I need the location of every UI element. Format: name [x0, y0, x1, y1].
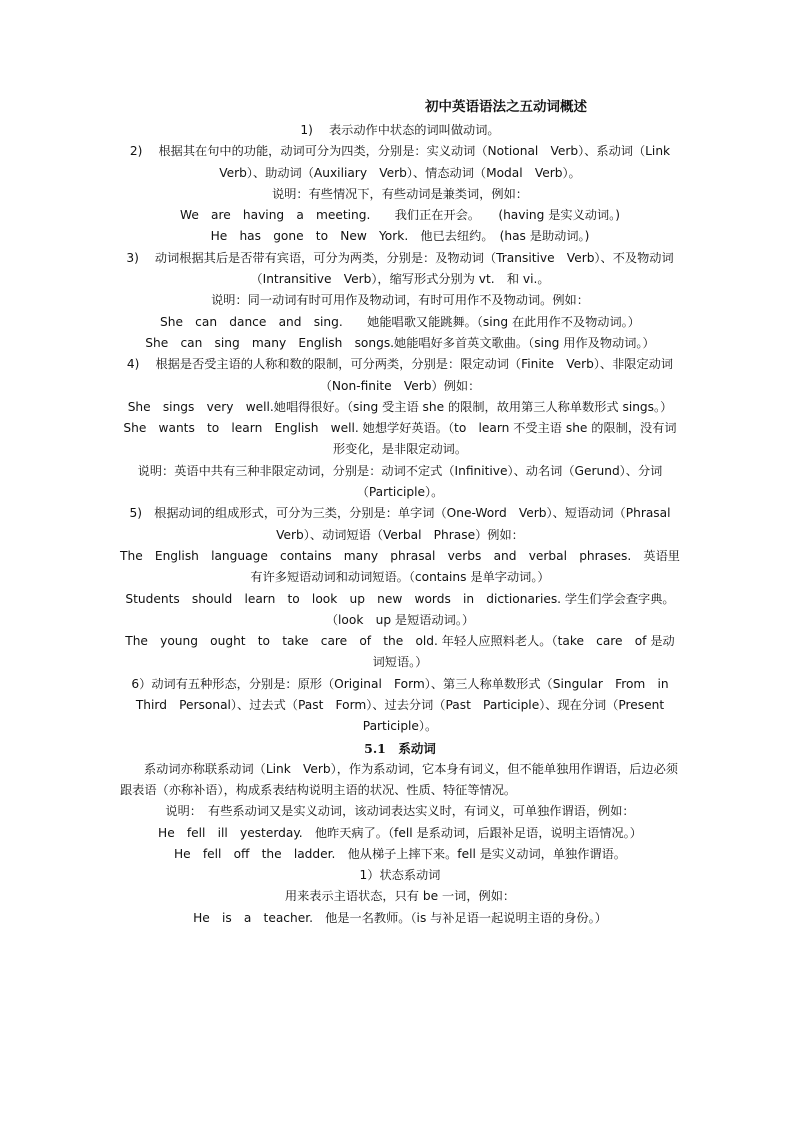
document-title: 初中英语语法之五动词概述	[425, 99, 587, 115]
text-line: 说明：同一动词有时可用作及物动词，有时可用作不及物动词。例如：	[211, 293, 589, 308]
text-line: He fell off the ladder. 他从梯子上摔下来。fell 是实义动词，单独作谓语。	[174, 846, 626, 861]
text-line: 说明： 有些系动词又是实义动词，该动词表达实义时，有词义，可单独作谓语，例如：	[165, 804, 635, 819]
text-line: Students should learn to look up new words in dictionaries. 学生们学会查字典。（look up 是短语动词。）	[125, 591, 675, 627]
text-line: He is a teacher. 他是一名教师。（is 与补足语一起说明主语的身份。）	[193, 910, 607, 925]
text-line: 4) 根据是否受主语的人称和数的限制，可分两类，分别是：限定动词（Finite Verb）、非限定动词（Non-finite Verb）例如：	[126, 357, 674, 393]
section-paragraph: 系动词亦称联系动词（Link Verb），作为系动词，它本身有词义，但不能单独用作谓语，后边必须跟表语（亦称补语），构成系表结构说明主语的状况、性质、特征等情况。	[120, 761, 678, 797]
section-heading: 5.1 系动词	[364, 740, 436, 756]
text-line: 5) 根据动词的组成形式，可分为三类，分别是：单字词（One-Word Verb）、短语动词（Phrasal Verb）、动词短语（Verbal Phrase）例如：	[129, 506, 683, 542]
body-lines	[120, 120, 683, 738]
text-line: 说明：有些情况下，有些动词是兼类词，例如：	[272, 186, 528, 201]
text-line: He has gone to New York. 他已去纽约。 (has 是助动词。)	[210, 229, 590, 244]
text-line: She wants to learn English well. 她想学好英语。（to learn 不受主语 she 的限制，没有词形变化，是非限定动词。	[123, 421, 677, 457]
text-line: 说明：英语中共有三种非限定动词，分别是：动词不定式（Infinitive）、动名词（Gerund）、分词（Participle）。	[137, 463, 663, 500]
text-line: 1) 表示动作中状态的词叫做动词。	[300, 123, 500, 137]
document-page	[120, 98, 683, 929]
section-body	[120, 759, 680, 929]
text-line: The young ought to take care of the old. 年轻人应照料老人。（take care of 是动词短语。）	[125, 634, 675, 670]
text-line: 6）动词有五种形态，分别是：原形（Original Form）、第三人称单数形式（Singular From in Third Personal）、过去式（Past Form）、过去分词（Past Participle）、现在分词（Present Participle）。	[131, 676, 681, 734]
text-line: The English language contains many phrasal verbs and verbal phrases. 英语里有许多短语动词和动词短语。（contains 是单字动词。）	[120, 548, 680, 585]
text-line: We are having a meeting. 我们正在开会。 (having 是实义动词。)	[179, 208, 620, 223]
text-line: He fell ill yesterday. 他昨天病了。（fell 是系动词，后跟补足语，说明主语情况。）	[158, 825, 642, 840]
text-line: She can dance and sing. 她能唱歌又能跳舞。（sing 在此用作不及物动词。）	[160, 314, 640, 329]
text-line: She sings very well.她唱得很好。（sing 受主语 she 的限制，故用第三人称单数形式 sings。）	[127, 399, 673, 414]
text-line: 2) 根据其在句中的功能，动词可分为四类，分别是：实义动词（Notional Verb）、系动词（Link Verb）、助动词（Auxiliary Verb）、情态动词（Modal Verb）。	[129, 144, 683, 180]
text-line: 用来表示主语状态，只有 be 一词，例如：	[284, 889, 516, 904]
text-line: She can sing many English songs.她能唱好多首英文歌曲。（sing 用作及物动词。）	[145, 335, 655, 350]
text-line: 1）状态系动词	[359, 868, 441, 883]
text-line: 3) 动词根据其后是否带有宾语，可分为两类，分别是：及物动词（Transitive Verb）、不及物动词（Intransitive Verb），缩写形式分别为 vt. 和 vi.。	[126, 250, 674, 287]
